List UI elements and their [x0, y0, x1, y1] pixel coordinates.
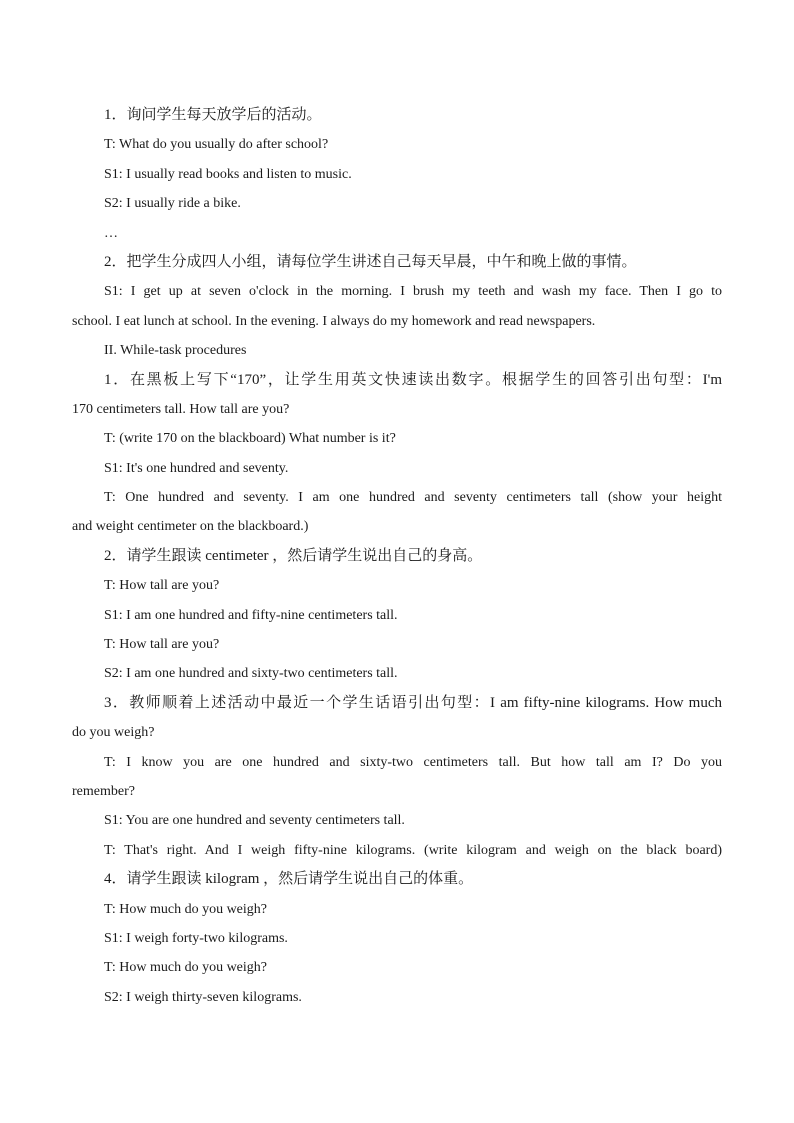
text-line: and weight centimeter on the blackboard.) [72, 519, 309, 535]
text-line: T: One hundred and seventy. I am one hundred and seventy centimeters tall (show your height [104, 490, 722, 506]
text-line: … [104, 225, 118, 241]
text-line: 170 centimeters tall. How tall are you? [72, 401, 290, 417]
text-line: 2．请学生跟读 centimeter ，然后请学生说出自己的身高。 [104, 547, 483, 564]
text-line: S1: I usually read books and listen to music. [104, 166, 352, 182]
text-line: T: I know you are one hundred and sixty-two centimeters tall. But how tall am I? Do you [104, 754, 722, 770]
text-line: 1．在黑板上写下“170”，让学生用英文快速读出数字。根据学生的回答引出句型：I'm [104, 371, 722, 388]
text-line: T: That's right. And I weigh fifty-nine kilograms. (write kilogram and weigh on the black board) [104, 842, 722, 858]
text-line: S1: You are one hundred and seventy centimeters tall. [104, 813, 405, 829]
text-line: S1: It's one hundred and seventy. [104, 460, 289, 476]
text-line: S1: I weigh forty-two kilograms. [104, 930, 288, 946]
text-line: T: How tall are you? [104, 637, 220, 653]
text-line: S2: I usually ride a bike. [104, 196, 241, 212]
text-line: school. I eat lunch at school. In the evening. I always do my homework and read newspapers. [72, 313, 596, 329]
text-line: T: How tall are you? [104, 578, 220, 594]
text-line: 1．询问学生每天放学后的活动。 [104, 107, 322, 123]
text-line: 4．请学生跟读 kilogram ，然后请学生说出自己的体重。 [104, 871, 474, 888]
text-line: remember? [72, 783, 135, 799]
text-line: T: (write 170 on the blackboard) What number is it? [104, 431, 396, 447]
text-line: do you weigh? [72, 725, 155, 741]
text-line: S1: I get up at seven o'clock in the morning. I brush my teeth and wash my face. Then I go to [104, 284, 722, 300]
text-line: T: What do you usually do after school? [104, 137, 329, 153]
text-line: 3．教师顺着上述活动中最近一个学生话语引出句型：I am fifty-nine kilograms. How much [104, 694, 722, 711]
text-line: S2: I weigh thirty-seven kilograms. [104, 989, 302, 1005]
text-line: S2: I am one hundred and sixty-two centimeters tall. [104, 666, 398, 682]
text-line: 2．把学生分成四人小组，请每位学生讲述自己每天早晨，中午和晚上做的事情。 [104, 253, 637, 270]
text-line: II. While-task procedures [104, 343, 247, 359]
text-line: S1: I am one hundred and fifty-nine centimeters tall. [104, 607, 398, 623]
document-body [72, 101, 722, 1012]
text-line: T: How much do you weigh? [104, 960, 267, 976]
text-line: T: How much do you weigh? [104, 901, 267, 917]
